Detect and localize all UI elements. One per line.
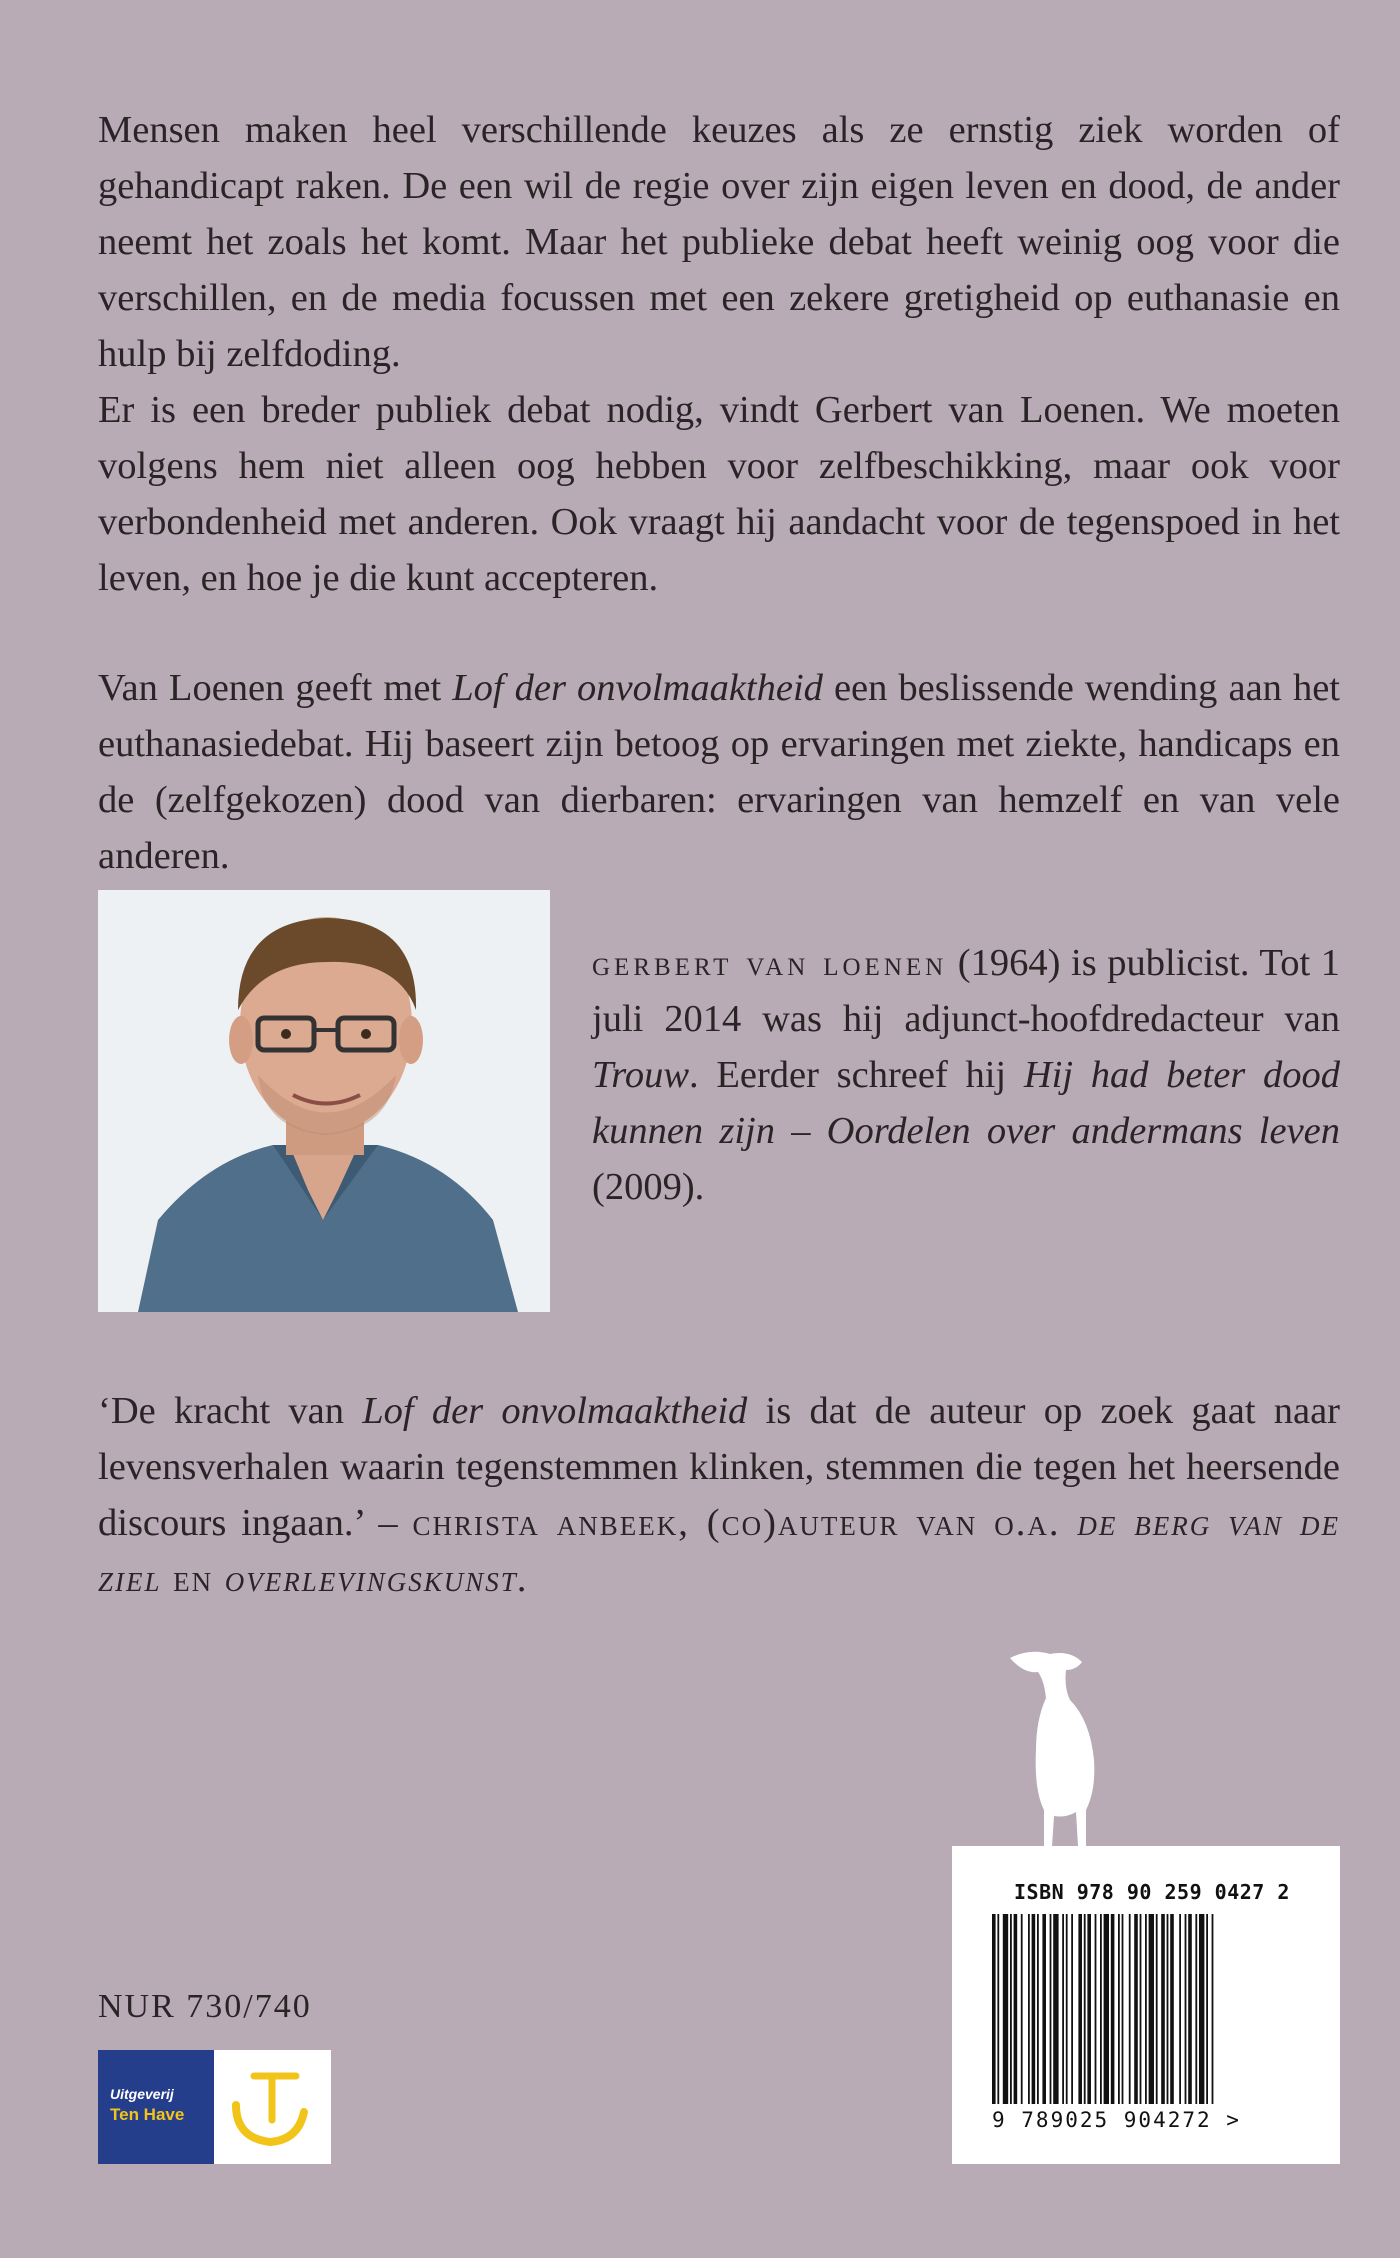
review-quote: [98, 1383, 1340, 1607]
ean-number: 9 789025 904272 >: [992, 2108, 1241, 2132]
blurb-paragraph-3: [98, 660, 1340, 884]
author-bio-text-3: (2009).: [592, 1166, 705, 1208]
blurb-text-3b: een beslissende wending aan het euthanasiedebat. Hij baseert zijn betoog op ervaringen met ziekte, handicaps en de (zelfgekozen) dood van dierbaren: ervaringen van hemzelf en van vele anderen.: [98, 667, 1340, 877]
author-photo: [98, 890, 550, 1312]
quote-book-title: Lof der onvolmaaktheid: [362, 1390, 748, 1432]
quote-book-1: de berg van de ziel: [98, 1502, 1340, 1600]
previous-book-title: Hij had beter dood kunnen zijn – Oordelen over andermans leven: [592, 1054, 1340, 1152]
publisher-label-line-1: Uitgeverij: [110, 2086, 174, 2102]
blurb-text-1: Mensen maken heel verschillende keuzes als ze ernstig ziek worden of gehandicapt raken. De een wil de regie over zijn eigen leven en dood, de ander neemt het zoals het komt. Maar het publieke debat heeft weinig oog voor die verschillen, en de media focussen met een zekere gretigheid op euthanasie en hulp bij zelfdoding.: [98, 109, 1340, 375]
lamb-icon: [990, 1640, 1120, 1850]
quote-and: en: [161, 1558, 225, 1600]
publisher-label-line-2: Ten Have: [110, 2105, 185, 2124]
blurb-text-3a: Van Loenen geeft met: [98, 667, 453, 709]
publisher-mark-icon: [214, 2050, 331, 2164]
blurb-paragraph-1: [98, 102, 1340, 382]
publisher-logo: [98, 2050, 331, 2164]
publisher-mark: [214, 2050, 331, 2164]
nur-code: NUR 730/740: [98, 1988, 312, 2025]
quote-attribution: christa anbeek, (co)auteur van o.a.: [412, 1502, 1078, 1544]
author-bio-text-2: . Eerder schreef hij: [689, 1054, 1024, 1096]
blurb-paragraph-2: [98, 382, 1340, 606]
blurb-text-2: Er is een breder publiek debat nodig, vindt Gerbert van Loenen. We moeten volgens hem niet alleen oog hebben voor zelfbeschikking, maar ook voor verbondenheid met anderen. Ook vraagt hij aandacht voor de tegenspoed in het leven, en hoe je die kunt accepteren.: [98, 389, 1340, 599]
author-portrait-image: [98, 890, 550, 1312]
barcode-icon: [992, 1914, 1292, 2114]
quote-open: ‘De kracht van: [98, 1390, 363, 1432]
isbn-label: ISBN 978 90 259 0427 2: [1014, 1880, 1290, 1904]
quote-body: is dat de auteur op zoek gaat naar levensverhalen waarin tegenstemmen klinken, stemmen die tegen het heersende discours ingaan.’ –: [98, 1390, 1341, 1544]
author-name: gerbert van loenen: [592, 943, 948, 983]
barcode-box: [952, 1846, 1340, 2164]
newspaper-name: Trouw: [592, 1054, 690, 1096]
author-bio: [592, 935, 1340, 1215]
quote-book-2: overlevingskunst.: [224, 1558, 530, 1600]
publisher-logo-blue-panel: [98, 2050, 214, 2164]
author-bio-text-1: (1964) is publicist. Tot 1 juli 2014 was hij adjunct-hoofdredacteur van: [592, 942, 1340, 1040]
book-title: Lof der onvolmaaktheid: [452, 667, 823, 709]
